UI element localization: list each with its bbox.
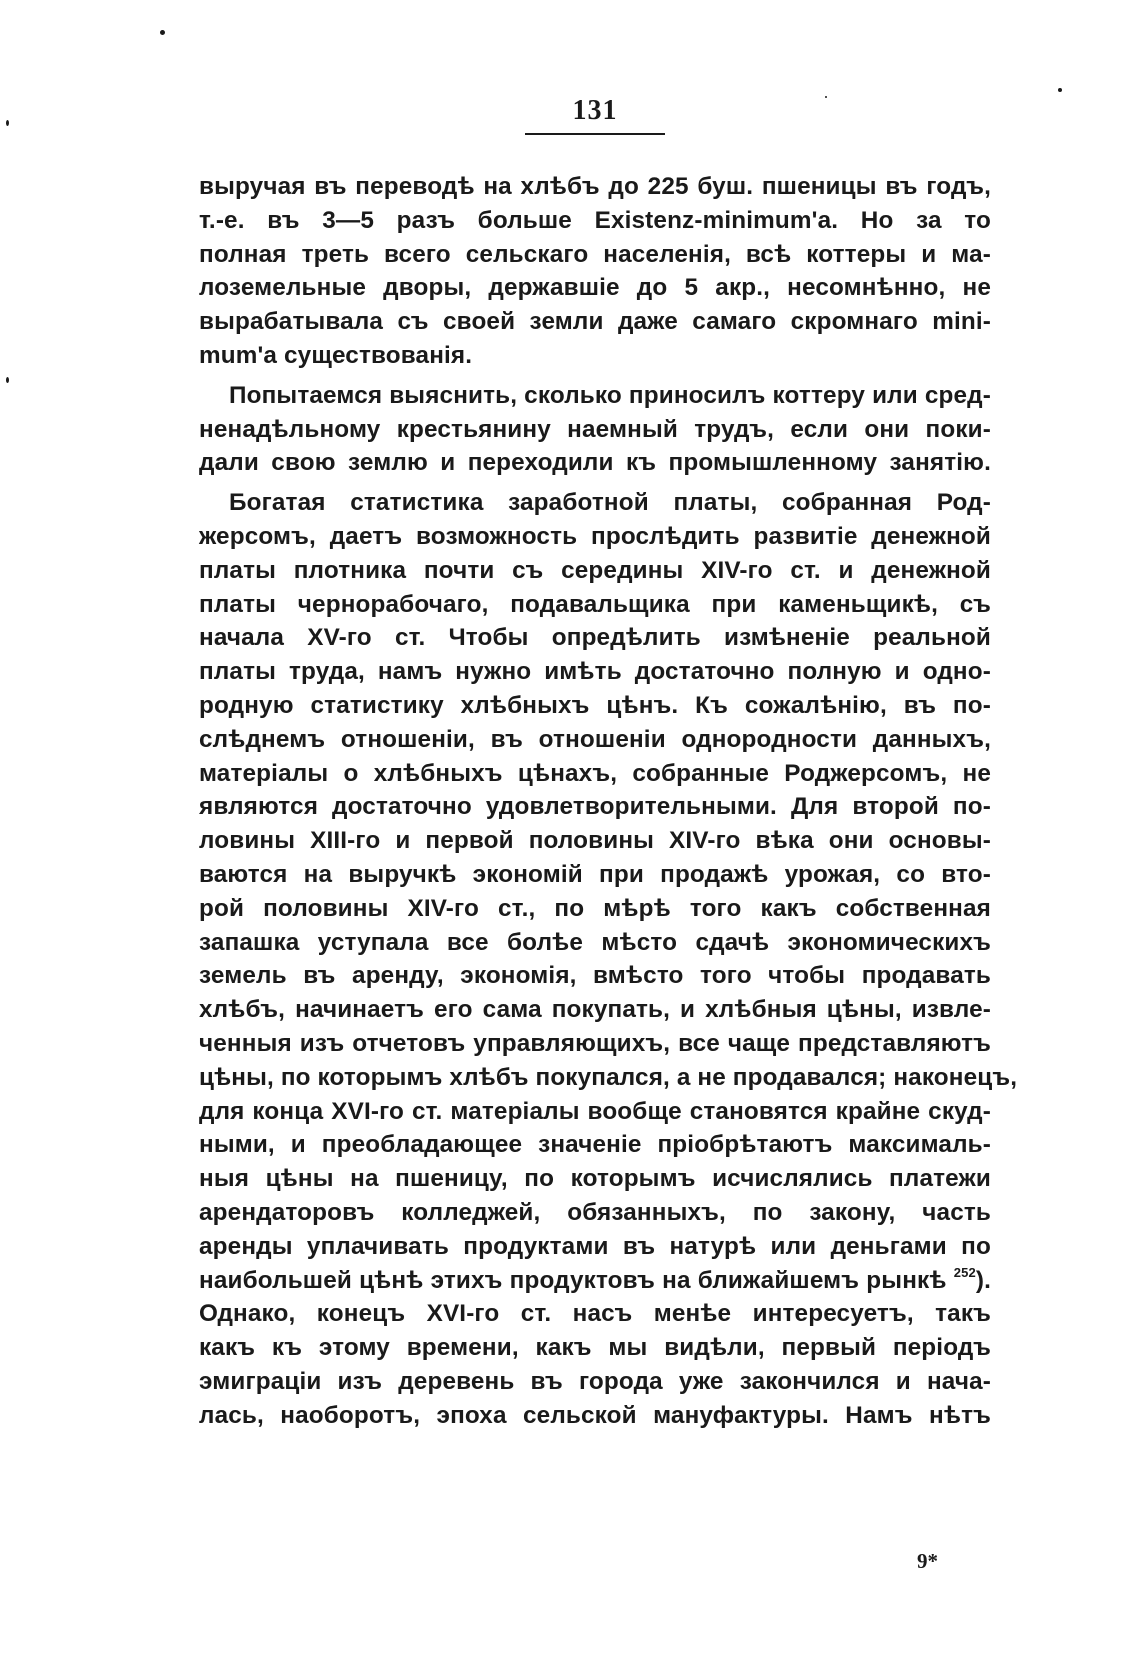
text-line: платы труда, намъ нужно имѣть достаточно полную и одно-	[199, 658, 991, 686]
text-line: выручая въ переводѣ на хлѣбъ до 225 буш. пшеницы въ годъ,	[199, 173, 991, 200]
text-line: лоземельные дворы, державшіе до 5 акр., несомнѣнно, не	[199, 274, 991, 302]
header-rule	[525, 133, 665, 135]
scan-speck	[160, 30, 165, 35]
body-text	[199, 170, 1018, 1432]
text-line: платы чернорабочаго, подавальщика при каменьщикѣ, съ	[199, 590, 991, 618]
scan-speck	[825, 96, 827, 98]
text-line: ваются на выручкѣ экономій при продажѣ урожая, со вто-	[199, 860, 991, 888]
text-line: платы плотника почти съ середины XIV-го ст. и денежной	[199, 556, 991, 584]
text-line: Попытаемся выяснить, сколько приносилъ коттеру или сред-	[229, 381, 991, 409]
text-line: ненадѣльному крестьянину наемный трудъ, если они поки-	[199, 415, 991, 443]
text-line: Богатая статистика заработной платы, собранная Род-	[229, 489, 991, 517]
text-line-body: наибольшей цѣнѣ этихъ продуктовъ на ближайшемъ рынкѣ	[199, 1266, 947, 1294]
text-line: лась, наоборотъ, эпоха сельской мануфактуры. Намъ нѣтъ	[199, 1401, 991, 1429]
scan-speck	[1058, 88, 1062, 92]
text-line: являются достаточно удовлетворительными. Для второй по-	[199, 793, 991, 821]
text-line: арендаторовъ колледжей, обязанныхъ, по закону, часть	[199, 1198, 991, 1226]
text-line: жерсомъ, даетъ возможность прослѣдить развитіе денежной	[199, 522, 991, 550]
text-line-with-footnote	[199, 1264, 991, 1298]
text-line: Однако, конецъ XVI-го ст. насъ менѣе интересуетъ, такъ	[199, 1300, 991, 1328]
footnote-tail: ).	[975, 1266, 991, 1294]
text-line: эмиграціи изъ деревень въ города уже закончился и нача-	[199, 1367, 991, 1395]
scan-speck	[6, 120, 9, 126]
page-header	[525, 94, 665, 128]
text-line: какъ къ этому времени, какъ мы видѣли, первый періодъ	[199, 1334, 991, 1362]
text-line: земель въ аренду, экономія, вмѣсто того чтобы продавать	[199, 962, 991, 990]
text-line: запашка уступала все болѣе мѣсто сдачѣ экономическихъ	[199, 928, 991, 956]
text-line: вырабатывала съ своей земли даже самаго скромнаго mini-	[199, 308, 991, 336]
text-line: аренды уплачивать продуктами въ натурѣ или деньгами по	[199, 1232, 991, 1260]
text-line: цѣны, по которымъ хлѣбъ покупался, а не продавался; наконецъ,	[199, 1063, 1018, 1091]
text-line: для конца XVI-го ст. матеріалы вообще становятся крайне скуд-	[199, 1097, 991, 1125]
text-line: ловины XIII-го и первой половины XIV-го вѣка они основы-	[199, 827, 991, 855]
page-number: 131	[572, 95, 618, 126]
signature-mark: 9*	[917, 1549, 938, 1573]
text-line: т.-е. въ 3—5 разъ больше Existenz-minimum'a. Но за то	[199, 206, 991, 234]
text-line: ченныя изъ отчетовъ управляющихъ, все чаще представляютъ	[199, 1029, 991, 1057]
text-line: родную статистику хлѣбныхъ цѣнъ. Къ сожалѣнію, въ по-	[199, 691, 991, 719]
scan-speck	[6, 377, 9, 383]
text-line: хлѣбъ, начинаетъ его сама покупать, и хлѣбныя цѣны, извле-	[199, 996, 991, 1024]
text-line: матеріалы о хлѣбныхъ цѣнахъ, собранные Роджерсомъ, не	[199, 759, 991, 787]
text-line: начала XV-го ст. Чтобы опредѣлить измѣненіе реальной	[199, 624, 991, 652]
text-line: ныя цѣны на пшеницу, по которымъ исчислялись платежи	[199, 1165, 991, 1193]
text-line: слѣднемъ отношеніи, въ отношеніи однородности данныхъ,	[199, 725, 991, 753]
text-line: mum'a существованія.	[199, 341, 473, 369]
text-line: полная треть всего сельскаго населенія, всѣ коттеры и ма-	[199, 240, 991, 268]
footnote-reference[interactable]: 252	[953, 1264, 976, 1280]
text-line: дали свою землю и переходили къ промышленному занятію.	[199, 449, 991, 477]
text-line: рой половины XIV-го ст., по мѣрѣ того какъ собственная	[199, 894, 991, 922]
text-line: ными, и преобладающее значеніе пріобрѣтаютъ максималь-	[199, 1131, 991, 1159]
